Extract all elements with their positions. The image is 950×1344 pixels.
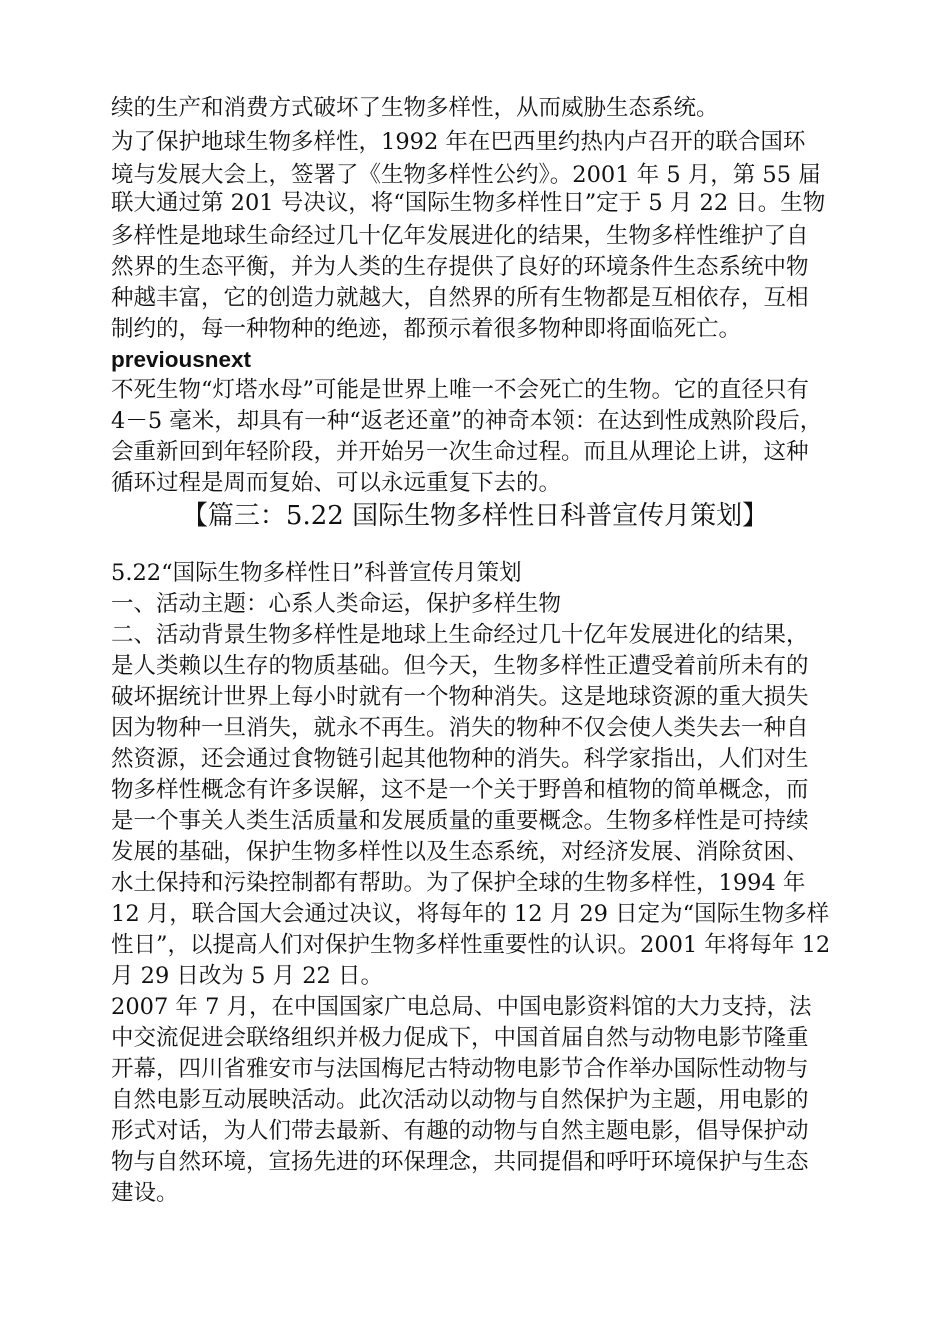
- text-line: 多样性是地球生命经过几十亿年发展进化的结果，生物多样性维护了自: [111, 223, 809, 249]
- text-line: 联大通过第 201 号决议，将“国际生物多样性日”定于 5 月 22 日。生物: [111, 190, 826, 216]
- text-line: 不死生物“灯塔水母”可能是世界上唯一不会死亡的生物。它的直径只有: [111, 377, 810, 403]
- text-line: 建设。: [111, 1180, 179, 1206]
- text-line: 因为物种一旦消失，就永不再生。消失的物种不仅会使人类失去一种自: [111, 715, 809, 741]
- text-line: 形式对话，为人们带去最新、有趣的动物与自然主题电影，倡导保护动: [111, 1118, 809, 1144]
- text-line: 循环过程是周而复始、可以永远重复下去的。: [111, 470, 562, 496]
- text-line: 物多样性概念有许多误解，这不是一个关于野兽和植物的简单概念，而: [111, 777, 809, 803]
- text-line: 性日”，以提高人们对保护生物多样性重要性的认识。2001 年将每年 12: [111, 932, 831, 958]
- text-line: 中交流促进会联络组织并极力促成下，中国首届自然与动物电影节隆重: [111, 1025, 809, 1051]
- previous-next-link[interactable]: previousnext: [111, 347, 252, 372]
- text-line: 二、活动背景生物多样性是地球上生命经过几十亿年发展进化的结果，: [111, 622, 809, 648]
- text-line: 12 月，联合国大会通过决议，将每年的 12 月 29 日定为“国际生物多样: [111, 901, 830, 927]
- text-line: 发展的基础，保护生物多样性以及生态系统，对经济发展、消除贫困、: [111, 839, 809, 865]
- text-line: 水土保持和污染控制都有帮助。为了保护全球的生物多样性，1994 年: [111, 870, 806, 896]
- text-line: 境与发展大会上，签署了《生物多样性公约》。2001 年 5 月，第 55 届: [111, 162, 821, 188]
- text-line: 制约的，每一种物种的绝迹，都预示着很多物种即将面临死亡。: [111, 316, 742, 342]
- text-line: 为了保护地球生物多样性，1992 年在巴西里约热内卢召开的联合国环: [111, 129, 806, 155]
- text-line: 续的生产和消费方式破坏了生物多样性，从而威胁生态系统。: [111, 95, 719, 121]
- text-line: 是一个事关人类生活质量和发展质量的重要概念。生物多样性是可持续: [111, 808, 809, 834]
- text-line: 自然电影互动展映活动。此次活动以动物与自然保护为主题，用电影的: [111, 1087, 809, 1113]
- text-line: 5.22“国际生物多样性日”科普宣传月策划: [111, 560, 522, 586]
- text-line: 种越丰富，它的创造力就越大，自然界的所有生物都是互相依存，互相: [111, 285, 809, 311]
- text-line: 2007 年 7 月，在中国国家广电总局、中国电影资料馆的大力支持，法: [111, 994, 812, 1020]
- text-line: 然界的生态平衡，并为人类的生存提供了良好的环境条件生态系统中物: [111, 254, 809, 280]
- text-line: 破坏据统计世界上每小时就有一个物种消失。这是地球资源的重大损失: [111, 684, 809, 710]
- text-line: 物与自然环境，宣扬先进的环保理念，共同提倡和呼吁环境保护与生态: [111, 1149, 809, 1175]
- text-line: 4－5 毫米，却具有一种“返老还童”的神奇本领：在达到性成熟阶段后，: [111, 408, 823, 434]
- text-line: 会重新回到年轻阶段，并开始另一次生命过程。而且从理论上讲，这种: [111, 439, 809, 465]
- text-line: 然资源，还会通过食物链引起其他物种的消失。科学家指出，人们对生: [111, 746, 809, 772]
- section-heading: 【篇三：5.22 国际生物多样性日科普宣传月策划】: [181, 501, 769, 531]
- text-line: 开幕，四川省雅安市与法国梅尼古特动物电影节合作举办国际性动物与: [111, 1056, 809, 1082]
- text-line: 月 29 日改为 5 月 22 日。: [111, 963, 383, 989]
- text-line: 一、活动主题：心系人类命运，保护多样生物: [111, 591, 562, 617]
- text-line: 是人类赖以生存的物质基础。但今天，生物多样性正遭受着前所未有的: [111, 653, 809, 679]
